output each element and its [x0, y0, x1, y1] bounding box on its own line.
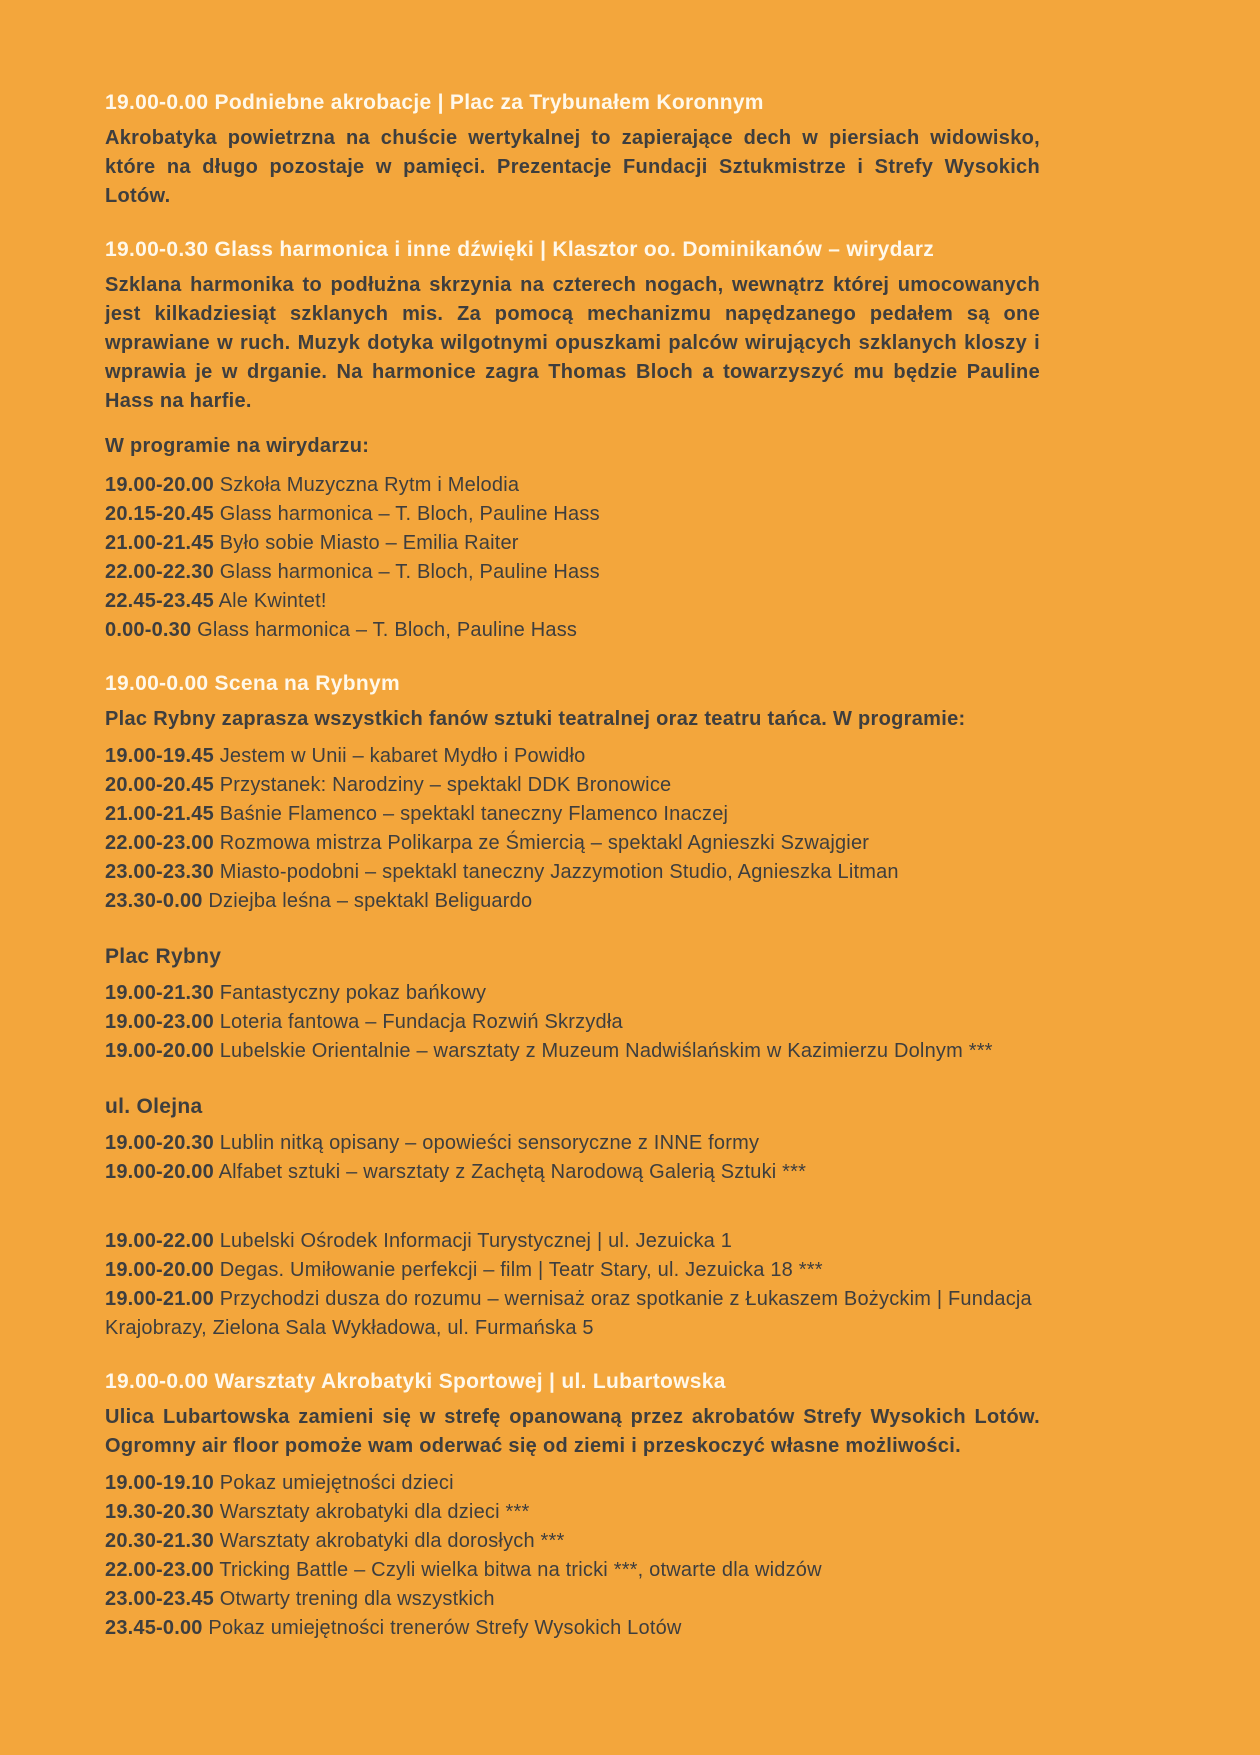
schedule-item	[105, 1469, 1040, 1498]
schedule-time: 19.00-21.30	[105, 982, 214, 1004]
schedule-time: 23.45-0.00	[105, 1617, 203, 1639]
schedule-text: Lublin nitką opisany – opowieści sensoryczne z INNE formy	[219, 1132, 760, 1154]
schedule-list	[105, 471, 1040, 645]
schedule-text: Przychodzi dusza do rozumu – wernisaż oraz spotkanie z Łukaszem Bożyckim | Fundacja Krajobrazy, Zielona Sala Wykładowa, ul. Furmańska 5	[105, 1288, 1032, 1339]
schedule-item	[105, 829, 1040, 858]
schedule-item	[105, 1037, 1040, 1066]
section-warsztaty-akrobatyki	[105, 1367, 1040, 1643]
schedule-time: 19.00-20.00	[105, 474, 214, 496]
schedule-text: Tricking Battle – Czyli wielka bitwa na tricki ***, otwarte dla widzów	[219, 1559, 822, 1581]
schedule-item	[105, 800, 1040, 829]
schedule-time: 21.00-21.45	[105, 532, 214, 554]
schedule-item	[105, 616, 1040, 645]
section-podniebne-akrobacje	[105, 88, 1040, 211]
schedule-item	[105, 858, 1040, 887]
schedule-text: Szkoła Muzyczna Rytm i Melodia	[219, 474, 520, 496]
section-header: 19.00-0.30 Glass harmonica i inne dźwięki | Klasztor oo. Dominikanów – wirydarz	[105, 238, 934, 261]
location-header: ul. Olejna	[105, 1095, 203, 1118]
section-plac-rybny	[105, 942, 1040, 1066]
schedule-item	[105, 1129, 1040, 1158]
schedule-item	[105, 1556, 1040, 1585]
schedule-text: Dziejba leśna – spektakl Beliguardo	[208, 890, 533, 912]
schedule-list	[105, 1227, 1040, 1343]
schedule-time: 22.45-23.45	[105, 590, 214, 612]
section-paragraph: Ulica Lubartowska zamieni się w strefę opanowaną przez akrobatów Strefy Wysokich Lotów. Ogromny air floor pomoże wam oderwać się od ziemi i przeskoczyć własne możliwości.	[105, 1406, 1040, 1457]
schedule-item	[105, 771, 1040, 800]
schedule-time: 19.00-20.00	[105, 1161, 214, 1183]
schedule-item	[105, 1585, 1040, 1614]
schedule-time: 19.00-20.00	[105, 1259, 214, 1281]
section-ul-olejna	[105, 1092, 1040, 1343]
section-paragraph: Szklana harmonika to podłużna skrzynia na czterech nogach, wewnątrz której umocowanych jest kilkadziesiąt szklanych mis. Za pomocą mechanizmu napędzanego pedałem są one wprawiane w ruch. Muzyk dotyka wilgotnymi opuszkami palców wirujących szklanych kloszy i wprawia je w drganie. Na harmonice zagra Thomas Bloch a towarzyszyć mu będzie Pauline Hass na harfie.	[105, 274, 1040, 412]
schedule-text: Glass harmonica – T. Bloch, Pauline Hass	[197, 619, 578, 641]
schedule-text: Jestem w Unii – kabaret Mydło i Powidło	[219, 745, 586, 767]
schedule-text: Warsztaty akrobatyki dla dzieci ***	[219, 1501, 530, 1523]
schedule-text: Rozmowa mistrza Polikarpa ze Śmiercią – spektakl Agnieszki Szwajgier	[219, 832, 870, 854]
schedule-item	[105, 529, 1040, 558]
schedule-time: 23.30-0.00	[105, 890, 203, 912]
schedule-time: 19.00-20.00	[105, 1040, 214, 1062]
schedule-text: Lubelskie Orientalnie – warsztaty z Muzeum Nadwiślańskim w Kazimierzu Dolnym ***	[219, 1040, 993, 1062]
schedule-item	[105, 1158, 1040, 1187]
schedule-text: Degas. Umiłowanie perfekcji – film | Teatr Stary, ul. Jezuicka 18 ***	[219, 1259, 823, 1281]
schedule-item	[105, 1285, 1040, 1343]
section-paragraph: Plac Rybny zaprasza wszystkich fanów sztuki teatralnej oraz teatru tańca. W programie:	[105, 708, 966, 730]
schedule-text: Ale Kwintet!	[218, 590, 327, 612]
section-glass-harmonica	[105, 235, 1040, 645]
schedule-item	[105, 979, 1040, 1008]
schedule-list	[105, 1129, 1040, 1187]
section-header: 19.00-0.00 Scena na Rybnym	[105, 672, 400, 695]
schedule-time: 19.00-19.45	[105, 745, 214, 767]
schedule-text: Loteria fantowa – Fundacja Rozwiń Skrzydła	[219, 1011, 623, 1033]
schedule-item	[105, 742, 1040, 771]
schedule-time: 19.00-19.10	[105, 1472, 214, 1494]
schedule-text: Było sobie Miasto – Emilia Raiter	[219, 532, 519, 554]
schedule-text: Przystanek: Narodziny – spektakl DDK Bronowice	[219, 774, 672, 796]
schedule-time: 19.00-21.00	[105, 1288, 214, 1310]
schedule-item	[105, 1614, 1040, 1643]
schedule-text: Glass harmonica – T. Bloch, Pauline Hass	[219, 503, 600, 525]
schedule-time: 22.00-23.00	[105, 832, 214, 854]
section-paragraph: Akrobatyka powietrzna na chuście wertykalnej to zapierające dech w piersiach widowisko, które na długo pozostaje w pamięci. Prezentacje Fundacji Sztukmistrze i Strefy Wysokich Lotów.	[105, 127, 1040, 207]
schedule-item	[105, 1227, 1040, 1256]
schedule-time: 20.30-21.30	[105, 1530, 214, 1552]
schedule-time: 23.00-23.45	[105, 1588, 214, 1610]
schedule-text: Pokaz umiejętności trenerów Strefy Wysokich Lotów	[208, 1617, 682, 1639]
schedule-time: 20.00-20.45	[105, 774, 214, 796]
schedule-time: 19.00-23.00	[105, 1011, 214, 1033]
schedule-item	[105, 1498, 1040, 1527]
schedule-time: 0.00-0.30	[105, 619, 192, 641]
schedule-item	[105, 1256, 1040, 1285]
program-subhead: W programie na wirydarzu:	[105, 435, 370, 457]
schedule-time: 20.15-20.45	[105, 503, 214, 525]
schedule-text: Alfabet sztuki – warsztaty z Zachętą Narodową Galerią Sztuki ***	[218, 1161, 807, 1183]
schedule-time: 19.30-20.30	[105, 1501, 214, 1523]
schedule-text: Warsztaty akrobatyki dla dorosłych ***	[219, 1530, 565, 1552]
schedule-text: Glass harmonica – T. Bloch, Pauline Hass	[219, 561, 600, 583]
schedule-time: 21.00-21.45	[105, 803, 214, 825]
schedule-time: 22.00-23.00	[105, 1559, 214, 1581]
schedule-text: Pokaz umiejętności dzieci	[219, 1472, 454, 1494]
section-header: 19.00-0.00 Warsztaty Akrobatyki Sportowej | ul. Lubartowska	[105, 1370, 726, 1393]
schedule-list	[105, 979, 1040, 1066]
schedule-text: Baśnie Flamenco – spektakl taneczny Flamenco Inaczej	[219, 803, 729, 825]
schedule-list	[105, 1469, 1040, 1643]
schedule-time: 19.00-20.30	[105, 1132, 214, 1154]
schedule-item	[105, 500, 1040, 529]
schedule-time: 23.00-23.30	[105, 861, 214, 883]
section-header: 19.00-0.00 Podniebne akrobacje | Plac za Trybunałem Koronnym	[105, 91, 764, 114]
section-scena-na-rybnym	[105, 669, 1040, 916]
schedule-item	[105, 558, 1040, 587]
schedule-list	[105, 742, 1040, 916]
schedule-item	[105, 1527, 1040, 1556]
schedule-item	[105, 1008, 1040, 1037]
schedule-text: Fantastyczny pokaz bańkowy	[219, 982, 487, 1004]
schedule-time: 19.00-22.00	[105, 1230, 214, 1252]
schedule-time: 22.00-22.30	[105, 561, 214, 583]
schedule-text: Miasto-podobni – spektakl taneczny Jazzymotion Studio, Agnieszka Litman	[219, 861, 899, 883]
schedule-text: Lubelski Ośrodek Informacji Turystycznej | ul. Jezuicka 1	[219, 1230, 733, 1252]
schedule-item	[105, 471, 1040, 500]
schedule-item	[105, 887, 1040, 916]
schedule-text: Otwarty trening dla wszystkich	[219, 1588, 495, 1610]
schedule-item	[105, 587, 1040, 616]
location-header: Plac Rybny	[105, 945, 222, 968]
